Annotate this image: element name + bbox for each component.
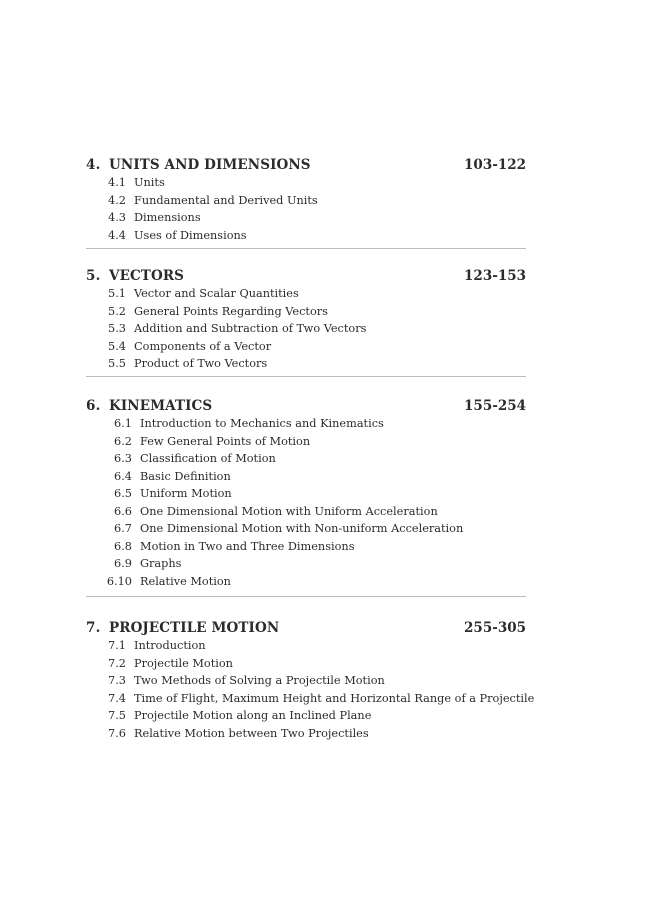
chapter-number: 4. [86,157,101,173]
section-number: 7.2 [108,656,126,670]
section-title: Introduction to Mechanics and Kinematics [140,417,384,430]
section-item [86,356,526,374]
section-title: Two Methods of Solving a Projectile Motion [134,674,385,687]
section-item [86,691,535,709]
section-number: 5.5 [108,357,126,370]
section-item [92,486,532,504]
chapter-page-range: 123-153 [464,268,526,284]
section-title: Basic Definition [140,469,231,483]
section-number: 4.3 [108,211,126,224]
section-item [92,434,532,452]
section-item [92,451,532,469]
chapter-title: VECTORS [109,268,184,284]
section-title: Components of a Vector [134,339,272,353]
section-number: 6.2 [114,434,132,448]
section-item [86,656,526,674]
section-item [86,321,526,339]
section-title: Vector and Scalar Quantities [134,287,299,300]
section-divider [86,596,526,597]
section-number: 6.10 [106,574,132,588]
section-number: 7.5 [108,709,126,722]
chapter-heading [86,155,526,175]
section-item [86,339,526,357]
section-item [92,556,532,574]
section-number: 6.7 [114,522,132,535]
section-list [86,638,535,743]
chapter-heading [86,618,526,638]
chapter-number: 6. [86,398,101,414]
section-title: Uniform Motion [140,487,232,500]
section-title: Dimensions [134,211,201,224]
section-item [92,504,532,522]
section-number: 5.4 [108,339,126,353]
section-item [92,574,532,592]
section-item [92,469,532,487]
section-item [92,416,532,434]
chapter-title: UNITS AND DIMENSIONS [109,157,311,173]
chapter-number: 7. [86,620,101,636]
chapter-number: 5. [86,268,101,284]
section-divider [86,248,526,249]
section-number: 4.2 [108,193,126,207]
section-title: One Dimensional Motion with Non-uniform Acceleration [140,522,464,535]
section-title: Fundamental and Derived Units [134,193,318,207]
section-number: 4.4 [108,228,126,242]
section-item [86,673,526,691]
section-title: Few General Points of Motion [140,434,311,448]
section-item [86,638,526,656]
section-number: 5.3 [108,322,126,335]
section-item [86,228,526,246]
section-number: 6.5 [114,487,132,500]
section-number: 6.3 [114,452,132,465]
section-divider [86,376,526,377]
section-title: Projectile Motion along an Inclined Plane [134,709,372,722]
section-number: 6.4 [114,469,132,483]
section-title: Graphs [140,557,182,570]
section-number: 4.1 [108,176,126,189]
chapter-heading [86,266,526,286]
chapter-page-range: 103-122 [464,157,526,173]
section-title: Relative Motion [140,574,231,588]
section-number: 6.9 [114,557,132,570]
section-title: Product of Two Vectors [134,357,268,370]
section-title: Introduction [134,639,206,652]
chapter-page-range: 255-305 [464,620,526,636]
chapter-title: KINEMATICS [109,398,213,414]
section-title: Projectile Motion [134,656,233,670]
section-title: Units [134,176,165,189]
section-item [92,521,532,539]
chapter-page-range: 155-254 [464,398,526,414]
section-item [86,286,526,304]
section-number: 6.1 [114,417,132,430]
section-title: Classification of Motion [140,452,276,465]
chapter-title: PROJECTILE MOTION [109,620,280,636]
section-item [86,726,526,744]
section-item [86,708,526,726]
section-item [92,539,532,557]
chapter-heading [86,396,526,416]
section-number: 5.1 [108,287,126,300]
section-title: One Dimensional Motion with Uniform Acceleration [140,504,438,518]
section-title: General Points Regarding Vectors [134,304,328,318]
section-title: Addition and Subtraction of Two Vectors [134,322,367,335]
section-item [86,175,526,193]
section-number: 7.6 [108,726,126,740]
section-number: 6.6 [114,504,132,518]
section-list [86,286,526,374]
section-number: 7.4 [108,691,126,705]
section-title: Uses of Dimensions [134,228,247,242]
section-number: 5.2 [108,304,126,318]
section-list [86,175,526,245]
section-number: 6.8 [114,539,132,553]
section-list [92,416,532,591]
section-title: Relative Motion between Two Projectiles [134,726,369,740]
section-number: 7.1 [108,639,126,652]
section-item [86,193,526,211]
section-number: 7.3 [108,674,126,687]
section-item [86,304,526,322]
section-item [86,210,526,228]
section-title: Time of Flight, Maximum Height and Horizontal Range of a Projectile [134,691,535,705]
section-title: Motion in Two and Three Dimensions [140,539,355,553]
